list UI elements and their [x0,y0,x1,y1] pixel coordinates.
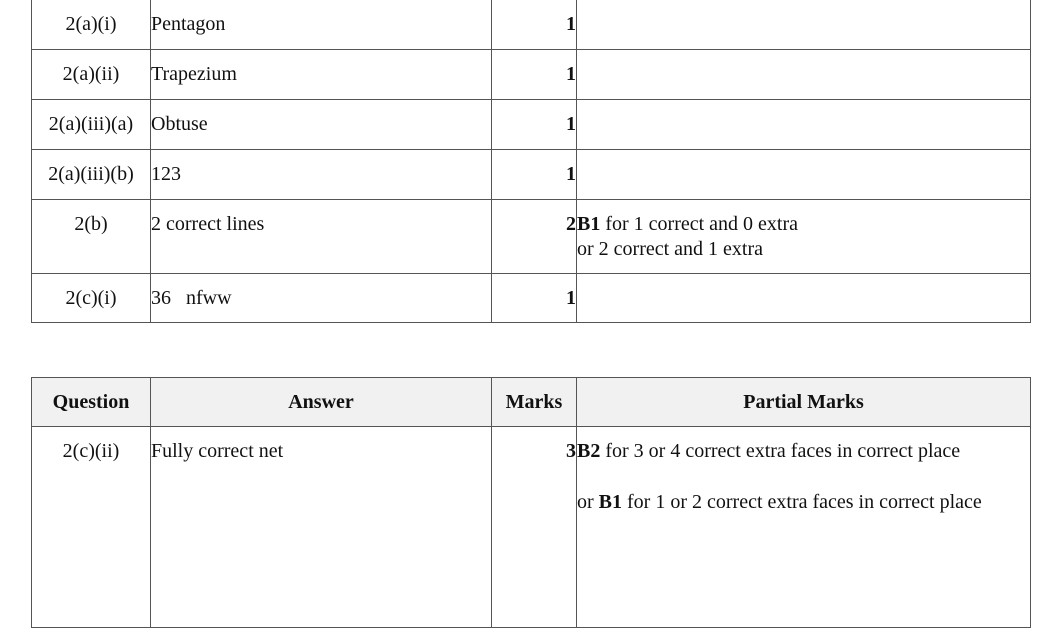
partial-text: for 3 or 4 correct extra faces in correct place [600,440,961,462]
question-cell: 2(c)(i) [32,274,151,323]
answer-cell: Fully correct net [151,427,492,628]
marks-cell: 2 [492,200,577,274]
partial-line [577,439,1030,464]
table-row [32,200,1031,274]
partial-line [577,490,1030,515]
answer-cell: 2 correct lines [151,200,492,274]
table-row [32,427,1031,628]
question-cell: 2(a)(iii)(b) [32,150,151,200]
partial-line [577,212,1030,237]
table-row [32,274,1031,323]
partial-marks-cell [577,274,1031,323]
table-row [32,50,1031,100]
partial-text: for 1 correct and 0 extra [600,213,799,235]
mark-code: B2 [577,440,601,462]
table-row [32,0,1031,50]
question-cell: 2(a)(ii) [32,50,151,100]
header-partial-marks: Partial Marks [577,378,1031,427]
partial-marks-cell [577,427,1031,628]
answer-cell: 123 [151,150,492,200]
marks-cell: 1 [492,150,577,200]
mark-code: B1 [598,491,623,513]
table-header-row [32,378,1031,427]
marks-cell: 1 [492,50,577,100]
answer-cell: 36 nfww [151,274,492,323]
partial-marks-cell [577,100,1031,150]
question-cell: 2(a)(i) [32,0,151,50]
marks-cell: 1 [492,0,577,50]
mark-code: B1 [577,213,601,235]
question-cell: 2(a)(iii)(a) [32,100,151,150]
answer-cell: Trapezium [151,50,492,100]
marks-cell: 1 [492,100,577,150]
partial-marks-cell [577,200,1031,274]
header-marks: Marks [492,378,577,427]
table-row [32,150,1031,200]
marks-cell: 1 [492,274,577,323]
header-answer: Answer [151,378,492,427]
mark-scheme-table-top [31,0,1031,323]
partial-marks-cell [577,150,1031,200]
mark-scheme-table-bottom [31,377,1031,628]
answer-cell: Obtuse [151,100,492,150]
partial-marks-cell [577,50,1031,100]
partial-text: or [577,491,599,513]
table-row [32,100,1031,150]
header-question: Question [32,378,151,427]
partial-marks-cell [577,0,1031,50]
partial-text: for 1 or 2 correct extra faces in correct place [622,491,982,513]
question-cell: 2(b) [32,200,151,274]
question-cell: 2(c)(ii) [32,427,151,628]
marks-cell: 3 [492,427,577,628]
answer-cell: Pentagon [151,0,492,50]
partial-text: or 2 correct and 1 extra [577,238,764,260]
